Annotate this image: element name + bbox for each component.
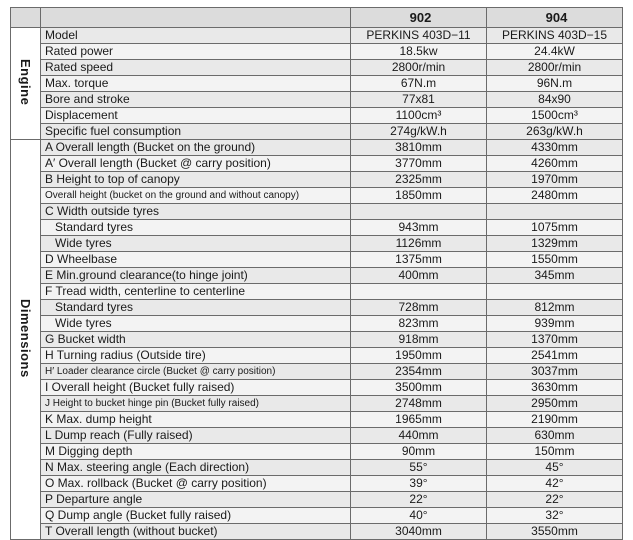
value-902: 943mm	[351, 220, 487, 236]
row-label: H′ Loader clearance circle (Bucket @ carry position)	[41, 364, 351, 380]
table-row	[11, 76, 623, 92]
row-label: A′ Overall length (Bucket @ carry position)	[41, 156, 351, 172]
value-904: 42°	[487, 476, 623, 492]
table-row	[11, 108, 623, 124]
value-904: 939mm	[487, 316, 623, 332]
table-row	[11, 348, 623, 364]
value-902: 2748mm	[351, 396, 487, 412]
table-row	[11, 220, 623, 236]
value-902: 2354mm	[351, 364, 487, 380]
table-row	[11, 268, 623, 284]
row-label: N Max. steering angle (Each direction)	[41, 460, 351, 476]
table-row	[11, 252, 623, 268]
row-label: Bore and stroke	[41, 92, 351, 108]
section-label: Dimensions	[18, 298, 33, 378]
table-row	[11, 172, 623, 188]
table-row	[11, 380, 623, 396]
row-label: Model	[41, 28, 351, 44]
value-902: 3040mm	[351, 524, 487, 540]
value-902: 3500mm	[351, 380, 487, 396]
value-904: 630mm	[487, 428, 623, 444]
value-904: 812mm	[487, 300, 623, 316]
row-label: G Bucket width	[41, 332, 351, 348]
row-label: Rated speed	[41, 60, 351, 76]
row-label: Displacement	[41, 108, 351, 124]
header-904: 904	[487, 8, 623, 28]
section-engine	[11, 28, 41, 140]
header-row	[11, 8, 623, 28]
row-label: Rated power	[41, 44, 351, 60]
table-row	[11, 236, 623, 252]
table-row	[11, 332, 623, 348]
value-902: 274g/kW.h	[351, 124, 487, 140]
value-902	[351, 204, 487, 220]
value-902: 440mm	[351, 428, 487, 444]
value-904: 45°	[487, 460, 623, 476]
section-dimensions	[11, 140, 41, 540]
value-902: 40°	[351, 508, 487, 524]
value-902: 3770mm	[351, 156, 487, 172]
value-902: 3810mm	[351, 140, 487, 156]
header-blank-label	[41, 8, 351, 28]
table-row	[11, 492, 623, 508]
value-902: 90mm	[351, 444, 487, 460]
value-902: 1375mm	[351, 252, 487, 268]
value-904: 84x90	[487, 92, 623, 108]
value-904: 1550mm	[487, 252, 623, 268]
value-904: 1370mm	[487, 332, 623, 348]
value-902: 2325mm	[351, 172, 487, 188]
row-label: I Overall height (Bucket fully raised)	[41, 380, 351, 396]
row-label: M Digging depth	[41, 444, 351, 460]
row-label: L Dump reach (Fully raised)	[41, 428, 351, 444]
value-902: 823mm	[351, 316, 487, 332]
value-904: 32°	[487, 508, 623, 524]
row-label: Overall height (bucket on the ground and without canopy)	[41, 188, 351, 204]
value-902: 1950mm	[351, 348, 487, 364]
row-label: K Max. dump height	[41, 412, 351, 428]
value-904: 2950mm	[487, 396, 623, 412]
value-902: 2800r/min	[351, 60, 487, 76]
table-row	[11, 92, 623, 108]
value-904: 345mm	[487, 268, 623, 284]
value-904: 4330mm	[487, 140, 623, 156]
value-902: 400mm	[351, 268, 487, 284]
value-902: 22°	[351, 492, 487, 508]
table-row	[11, 284, 623, 300]
table-row	[11, 60, 623, 76]
value-904: 3630mm	[487, 380, 623, 396]
header-902: 902	[351, 8, 487, 28]
row-label: C Width outside tyres	[41, 204, 351, 220]
value-904: 1075mm	[487, 220, 623, 236]
table-row	[11, 140, 623, 156]
table-row	[11, 444, 623, 460]
value-902: 1100cm³	[351, 108, 487, 124]
table-row	[11, 300, 623, 316]
table-row	[11, 396, 623, 412]
value-902	[351, 284, 487, 300]
table-row	[11, 364, 623, 380]
table-row	[11, 524, 623, 540]
value-904: PERKINS 403D−15	[487, 28, 623, 44]
row-label: F Tread width, centerline to centerline	[41, 284, 351, 300]
row-label: T Overall length (without bucket)	[41, 524, 351, 540]
value-902: 67N.m	[351, 76, 487, 92]
value-902: 1965mm	[351, 412, 487, 428]
table-row	[11, 316, 623, 332]
row-label: Standard tyres	[41, 220, 351, 236]
value-904	[487, 284, 623, 300]
header-blank	[11, 8, 41, 28]
row-label: E Min.ground clearance(to hinge joint)	[41, 268, 351, 284]
table-row	[11, 188, 623, 204]
value-904: 2190mm	[487, 412, 623, 428]
value-904: 2480mm	[487, 188, 623, 204]
row-label: Wide tyres	[41, 236, 351, 252]
table-row	[11, 28, 623, 44]
spec-body	[11, 28, 623, 540]
value-904: 22°	[487, 492, 623, 508]
row-label: Wide tyres	[41, 316, 351, 332]
table-row	[11, 412, 623, 428]
value-904: 263g/kW.h	[487, 124, 623, 140]
row-label: A Overall length (Bucket on the ground)	[41, 140, 351, 156]
value-904	[487, 204, 623, 220]
row-label: Specific fuel consumption	[41, 124, 351, 140]
value-904: 150mm	[487, 444, 623, 460]
value-902: 77x81	[351, 92, 487, 108]
table-row	[11, 460, 623, 476]
value-902: 1850mm	[351, 188, 487, 204]
table-row	[11, 44, 623, 60]
value-902: 39°	[351, 476, 487, 492]
value-902: 1126mm	[351, 236, 487, 252]
spec-table	[10, 7, 623, 540]
table-row	[11, 204, 623, 220]
table-row	[11, 156, 623, 172]
value-904: 4260mm	[487, 156, 623, 172]
value-904: 3037mm	[487, 364, 623, 380]
value-904: 2541mm	[487, 348, 623, 364]
row-label: B Height to top of canopy	[41, 172, 351, 188]
value-902: 918mm	[351, 332, 487, 348]
row-label: Q Dump angle (Bucket fully raised)	[41, 508, 351, 524]
value-902: 55°	[351, 460, 487, 476]
value-904: 1329mm	[487, 236, 623, 252]
value-904: 1500cm³	[487, 108, 623, 124]
row-label: J Height to bucket hinge pin (Bucket fully raised)	[41, 396, 351, 412]
value-902: 18.5kw	[351, 44, 487, 60]
row-label: H Turning radius (Outside tire)	[41, 348, 351, 364]
table-row	[11, 476, 623, 492]
value-904: 2800r/min	[487, 60, 623, 76]
row-label: P Departure angle	[41, 492, 351, 508]
row-label: Standard tyres	[41, 300, 351, 316]
value-904: 1970mm	[487, 172, 623, 188]
table-row	[11, 124, 623, 140]
value-902: PERKINS 403D−11	[351, 28, 487, 44]
table-row	[11, 508, 623, 524]
section-label: Engine	[18, 58, 33, 106]
value-902: 728mm	[351, 300, 487, 316]
value-904: 24.4kW	[487, 44, 623, 60]
value-904: 3550mm	[487, 524, 623, 540]
row-label: O Max. rollback (Bucket @ carry position)	[41, 476, 351, 492]
table-row	[11, 428, 623, 444]
row-label: D Wheelbase	[41, 252, 351, 268]
value-904: 96N.m	[487, 76, 623, 92]
row-label: Max. torque	[41, 76, 351, 92]
